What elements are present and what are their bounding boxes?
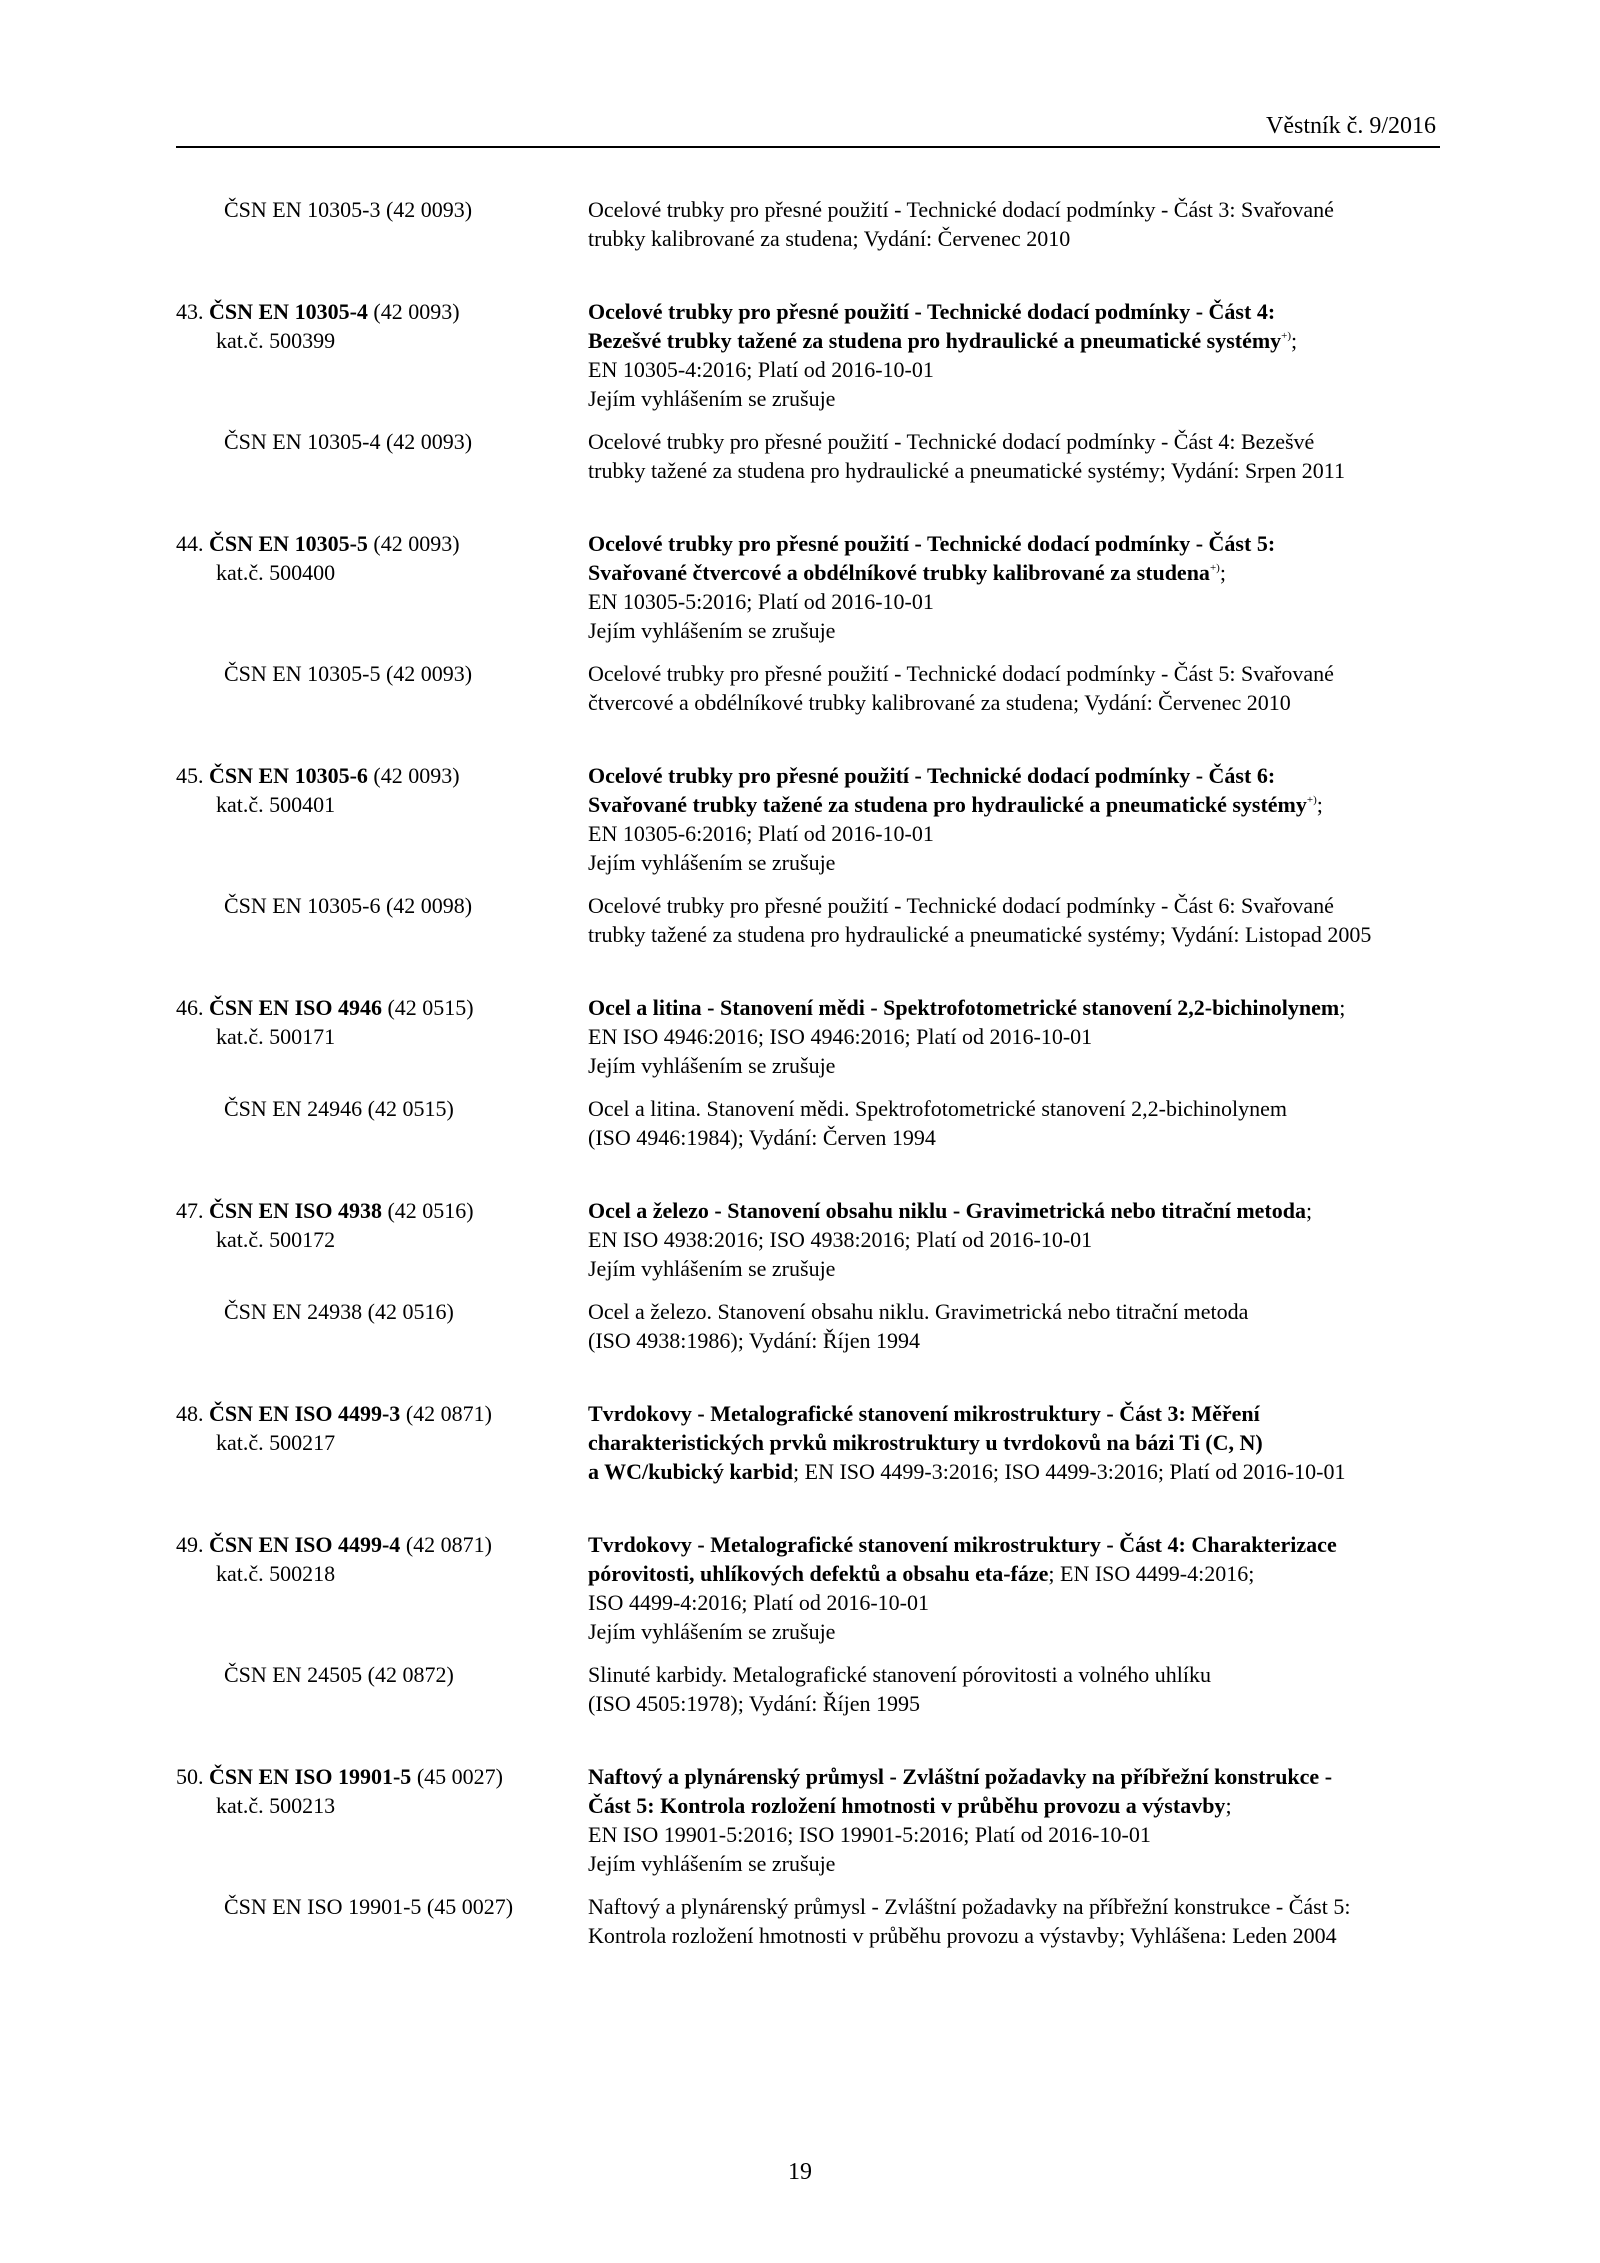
catalog-number: kat.č. 500218 [216,1561,336,1586]
old-code: ČSN EN 10305-3 (42 0093) [224,197,473,222]
replaced-code: ČSN EN 10305-5 (42 0093) [224,661,473,686]
entry-code-block: 47. ČSN EN ISO 4938 (42 0516) kat.č. 500172 [176,1196,588,1283]
standard-entry-45 [176,761,1446,949]
entry-description: Tvrdokovy - Metalografické stanovení mikrostruktury - Část 4: Charakterizace pórovitosti, uhlíkových defektů a obsahu eta-fáze; EN ISO 4499-4:2016; ISO 4499-4:2016; Platí od 2016-10-01 Jejím vyhlášením se zrušuje [588,1532,1337,1644]
standard-entry-49 [176,1530,1446,1718]
replaced-title: Ocel a litina. Stanovení mědi. Spektrofotometrické stanovení 2,2-bichinolynem (ISO 4946:1984); Vydání: Červen 1994 [588,1096,1287,1150]
standard-code: ČSN EN 10305-6 [209,763,368,788]
replaced-title: Ocel a železo. Stanovení obsahu niklu. Gravimetrická nebo titrační metoda (ISO 4938:1986); Vydání: Říjen 1994 [588,1299,1249,1353]
catalog-number: kat.č. 500400 [216,560,336,585]
catalog-number: kat.č. 500213 [216,1793,336,1818]
standard-code: ČSN EN ISO 4499-3 [209,1401,401,1426]
standard-entry-43 [176,297,1446,485]
catalog-number: kat.č. 500217 [216,1430,336,1455]
document-body [176,195,1446,1994]
bulletin-title: Věstník č. 9/2016 [1266,113,1436,139]
standard-code: ČSN EN 10305-5 [209,531,368,556]
replaced-title: Ocelové trubky pro přesné použití - Technické dodací podmínky - Část 6: Svařované trubky tažené za studena pro hydraulické a pneumatické systémy; Vydání: Listopad 2005 [588,893,1372,947]
standard-code: ČSN EN 10305-4 [209,299,368,324]
page-number: 19 [788,2159,812,2185]
entry-description: Ocel a litina - Stanovení mědi - Spektrofotometrické stanovení 2,2-bichinolynem; EN ISO 4946:2016; ISO 4946:2016; Platí od 2016-10-01 Jejím vyhlášením se zrušuje [588,995,1346,1078]
catalog-number: kat.č. 500399 [216,328,336,353]
replaced-title: Slinuté karbidy. Metalografické stanovení pórovitosti a volného uhlíku (ISO 4505:1978); Vydání: Říjen 1995 [588,1662,1212,1716]
entry-description: Ocelové trubky pro přesné použití - Technické dodací podmínky - Část 4: Bezešvé trubky tažené za studena pro hydraulické a pneumatické systémy+); EN 10305-4:2016; Platí od 2016-10-01 Jejím vyhlášením se zrušuje [588,299,1298,411]
replaced-title: Naftový a plynárenský průmysl - Zvláštní požadavky na příbřežní konstrukce - Část 5: Kontrola rozložení hmotnosti v průběhu provozu a výstavby; Vyhlášena: Leden 2004 [588,1894,1351,1948]
standard-entry-44 [176,529,1446,717]
catalog-number: kat.č. 500171 [216,1024,336,1049]
replaced-code: ČSN EN 10305-4 (42 0093) [224,429,473,454]
standard-entry-47 [176,1196,1446,1355]
entry-description: Ocel a železo - Stanovení obsahu niklu - Gravimetrická nebo titrační metoda; EN ISO 4938:2016; ISO 4938:2016; Platí od 2016-10-01 Jejím vyhlášením se zrušuje [588,1198,1313,1281]
replaced-code: ČSN EN ISO 19901-5 (45 0027) [224,1894,514,1919]
standard-code: ČSN EN ISO 19901-5 [209,1764,412,1789]
page-header [176,110,1440,148]
lead-replaced-entry [176,195,1446,253]
old-title: Ocelové trubky pro přesné použití - Technické dodací podmínky - Část 3: Svařované trubky kalibrované za studena; Vydání: Červenec 2010 [588,197,1334,251]
entry-description: Tvrdokovy - Metalografické stanovení mikrostruktury - Část 3: Měření charakteristických prvků mikrostruktury u tvrdokovů na bázi Ti (C, N) a WC/kubický karbid; EN ISO 4499-3:2016; ISO 4499-3:2016; Platí od 2016-10-01 [588,1401,1346,1484]
standard-code: ČSN EN ISO 4946 [209,995,382,1020]
entry-code-block: 44. ČSN EN 10305-5 (42 0093) kat.č. 500400 [176,529,588,645]
entry-code-block: 45. ČSN EN 10305-6 (42 0093) kat.č. 500401 [176,761,588,877]
entry-description: Ocelové trubky pro přesné použití - Technické dodací podmínky - Část 5: Svařované čtvercové a obdélníkové trubky kalibrované za studena+); EN 10305-5:2016; Platí od 2016-10-01 Jejím vyhlášením se zrušuje [588,531,1276,643]
standard-entry-46 [176,993,1446,1152]
replaced-code: ČSN EN 24505 (42 0872) [224,1662,454,1687]
entry-code-block: 48. ČSN EN ISO 4499-3 (42 0871) kat.č. 500217 [176,1399,588,1486]
entry-code-block: 50. ČSN EN ISO 19901-5 (45 0027) kat.č. 500213 [176,1762,588,1878]
replaced-code: ČSN EN 24946 (42 0515) [224,1096,454,1121]
entry-description: Ocelové trubky pro přesné použití - Technické dodací podmínky - Část 6: Svařované trubky tažené za studena pro hydraulické a pneumatické systémy+); EN 10305-6:2016; Platí od 2016-10-01 Jejím vyhlášením se zrušuje [588,763,1323,875]
replaced-code: ČSN EN 24938 (42 0516) [224,1299,454,1324]
entry-description: Naftový a plynárenský průmysl - Zvláštní požadavky na příbřežní konstrukce - Část 5: Kontrola rozložení hmotnosti v průběhu provozu a výstavby; EN ISO 19901-5:2016; ISO 19901-5:2016; Platí od 2016-10-01 Jejím vyhlášením se zrušuje [588,1764,1333,1876]
standard-code: ČSN EN ISO 4499-4 [209,1532,401,1557]
catalog-number: kat.č. 500172 [216,1227,336,1252]
catalog-number: kat.č. 500401 [216,792,336,817]
standard-entry-50 [176,1762,1446,1950]
replaced-title: Ocelové trubky pro přesné použití - Technické dodací podmínky - Část 4: Bezešvé trubky tažené za studena pro hydraulické a pneumatické systémy; Vydání: Srpen 2011 [588,429,1345,483]
replaced-title: Ocelové trubky pro přesné použití - Technické dodací podmínky - Část 5: Svařované čtvercové a obdélníkové trubky kalibrované za studena; Vydání: Červenec 2010 [588,661,1334,715]
entry-code-block: 46. ČSN EN ISO 4946 (42 0515) kat.č. 500171 [176,993,588,1080]
replaced-code: ČSN EN 10305-6 (42 0098) [224,893,473,918]
entry-code-block: 43. ČSN EN 10305-4 (42 0093) kat.č. 500399 [176,297,588,413]
standard-code: ČSN EN ISO 4938 [209,1198,382,1223]
entry-code-block: 49. ČSN EN ISO 4499-4 (42 0871) kat.č. 500218 [176,1530,588,1646]
standard-entry-48 [176,1399,1446,1486]
